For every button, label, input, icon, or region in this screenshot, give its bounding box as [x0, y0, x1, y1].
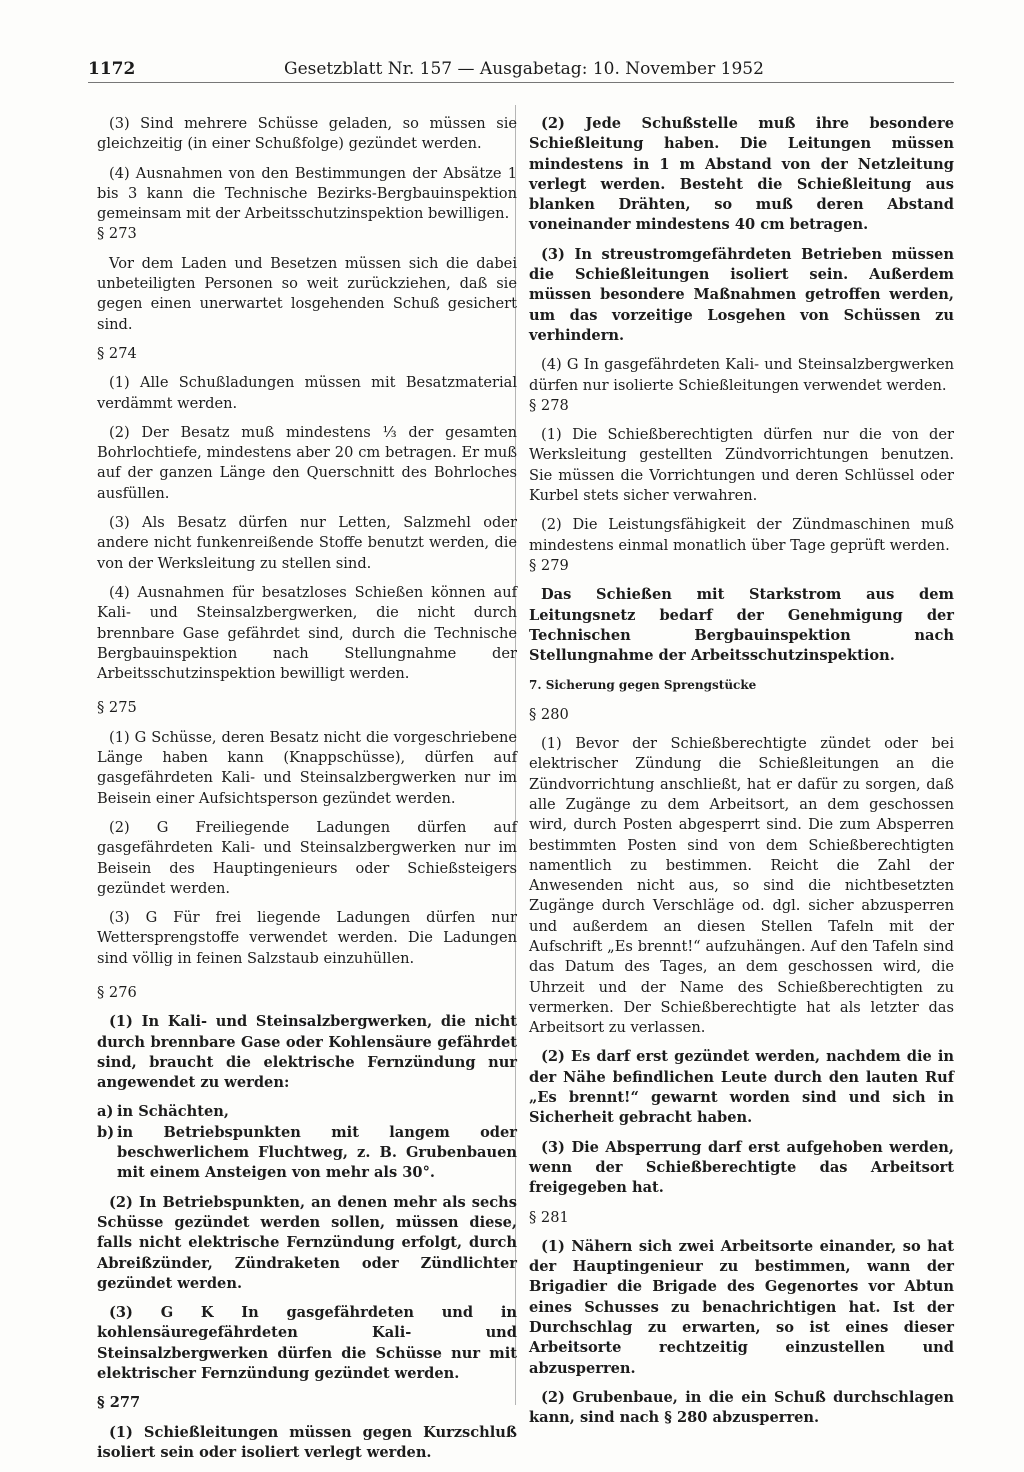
list-item [97, 1102, 517, 1122]
gazette-title: Gesetzblatt Nr. 157 — Ausgabetag: 10. November 1952 [284, 59, 764, 79]
paragraph: Das Schießen mit Starkstrom aus dem Leitungsnetz bedarf der Genehmigung der Technischen Bergbauinspektion nach Stellungnahme der Arbeitsschutzinspektion. [529, 586, 954, 665]
paragraph: (3) Sind mehrere Schüsse geladen, so müssen sie gleichzeitig (in einer Schußfolge) gezündet werden. [97, 115, 517, 153]
paragraph: (2) G Freiliegende Ladungen dürfen auf gasgefährdeten Kali- und Steinsalzbergwerken nur im Beisein des Hauptingenieurs oder Schießsteigers gezündet werden. [97, 818, 517, 897]
paragraph: (4) Ausnahmen für besatzloses Schießen können auf Kali- und Steinsalzbergwerken, die nicht durch brennbare Gase gefährdet sind, durch die Technische Bergbauinspektion nach Stellungnahme der Arbeitsschutzinspektion bewilligt werden. [97, 583, 517, 683]
paragraph: (1) G Schüsse, deren Besatz nicht die vorgeschriebene Länge haben kann (Knappschüsse), dürfen auf gasgefährdeten Kali- und Steinsalzbergwerken nur im Beisein einer Aufsichtsperson gezündet werden. [97, 728, 517, 807]
paragraph: (3) Als Besatz dürfen nur Letten, Salzmehl oder andere nicht funkenreißende Stoffe benutzt werden, die von der Werksleitung zu stellen sind. [97, 514, 517, 572]
paragraph: (4) Ausnahmen von den Bestimmungen der Absätze 1 bis 3 kann die Technische Bezirks-Bergbauinspektion gemeinsam mit der Arbeitsschutzinspektion bewilligen. [97, 164, 517, 223]
left-column [97, 114, 517, 1472]
paragraph: (1) In Kali- und Steinsalzbergwerken, die nicht durch brennbare Gase oder Kohlensäure gefährdet sind, braucht die elektrische Fernzündung nur angewendet zu werden: [97, 1013, 517, 1092]
paragraph: (3) Die Absperrung darf erst aufgehoben werden, wenn der Schießberechtigte das Arbeitsort freigegeben hat. [529, 1138, 954, 1197]
paragraph: (2) Der Besatz muß mindestens ⅓ der gesamten Bohrlochtiefe, mindestens aber 20 cm betragen. Er muß auf der ganzen Länge den Querschnitt des Bohrloches ausfüllen. [97, 423, 517, 502]
paragraph: (3) In streustromgefährdeten Betrieben müssen die Schießleitungen isoliert sein. Außerdem müssen besondere Maßnahmen getroffen werden, um das vorzeitige Losgehen von Schüssen zu verhindern. [529, 245, 954, 344]
list-text: in Betriebspunkten mit langem oder beschwerlichem Fluchtweg, z. B. Grubenbauen mit einem Ansteigen von mehr als 30°. [117, 1123, 517, 1182]
page-header [88, 58, 954, 83]
list-text: in Schächten, [117, 1103, 229, 1121]
section-heading-276: § 276 [97, 983, 137, 1001]
paragraph: (1) Alle Schußladungen müssen mit Besatzmaterial verdämmt werden. [97, 374, 517, 412]
section-heading-274: § 274 [97, 344, 137, 362]
chapter-subheading: 7. Sicherung gegen Sprengstücke [529, 678, 757, 693]
paragraph: (1) Schießleitungen müssen gegen Kurzschluß isoliert sein oder isoliert verlegt werden. [97, 1423, 517, 1461]
paragraph: (2) Grubenbaue, in die ein Schuß durchschlagen kann, sind nach § 280 abzusperren. [529, 1388, 954, 1427]
enumerated-list [97, 1102, 517, 1183]
section-heading-275: § 275 [97, 699, 137, 717]
section-heading-281: § 281 [529, 1208, 569, 1226]
paragraph: (1) Nähern sich zwei Arbeitsorte einander, so hat der Hauptingenieur zu bestimmen, wann der Brigadier die Brigade des Gegenortes vor Abtun eines Schusses zu benachrichtigen hat. Ist der Durchschlag zu erwarten, so ist eines dieser Arbeitsorte rechtzeitig einzustellen und abzusperren. [529, 1237, 954, 1377]
paragraph: (2) Jede Schußstelle muß ihre besondere Schießleitung haben. Die Leitungen müssen mindestens in 1 m Abstand von der Netzleitung verlegt werden. Besteht die Schießleitung aus blanken Drähten, so muß deren Abstand voneinander mindestens 40 cm betragen. [529, 115, 954, 234]
section-heading-280: § 280 [529, 705, 569, 723]
paragraph: (1) Bevor der Schießberechtigte zündet oder bei elektrischer Zündung die Schießleitungen an die Zündvorrichtung anschließt, hat er dafür zu sorgen, daß alle Zugänge zu dem Arbeitsort, an dem geschossen wird, durch Posten abgesperrt sind. Die zum Absperren bestimmten Posten sind von dem Schießberechtigten namentlich zu bestimmen. Reicht die Zahl der Anwesenden nicht aus, so sind die nichtbesetzten Zugänge durch Verschläge od. dgl. sicher abzusperren und außerdem an diesen Stellen Tafeln mit der Aufschrift „Es brennt!“ aufzuhängen. Auf den Tafeln sind das Datum des Tages, an dem geschossen wird, die Uhrzeit und der Name des Schießberechtigten zu vermerken. Der Schießberechtigte hat als letzter das Arbeitsort zu verlassen. [529, 735, 954, 1037]
list-marker: a) [97, 1103, 114, 1121]
paragraph: (2) Die Leistungsfähigkeit der Zündmaschinen muß mindestens einmal monatlich über Tage geprüft werden. [529, 516, 954, 554]
paragraph: (2) In Betriebspunkten, an denen mehr als sechs Schüsse gezündet werden sollen, müssen diese, falls nicht elektrische Fernzündung erfolgt, durch Abreißzünder, Zündraketen oder Zündlichter gezündet werden. [97, 1193, 517, 1292]
section-heading-277: § 277 [97, 1394, 141, 1412]
paragraph: Vor dem Laden und Besetzen müssen sich die dabei unbeteiligten Personen so weit zurückziehen, daß sie gegen einen unerwartet losgehenden Schuß gesichert sind. [97, 254, 517, 333]
page-number: 1172 [88, 59, 136, 79]
paragraph: (3) G Für frei liegende Ladungen dürfen nur Wettersprengstoffe verwendet werden. Die Ladungen sind völlig in feinen Salzstaub einzuhüllen. [97, 909, 517, 967]
paragraph: (3) G K In gasgefährdeten und in kohlensäuregefährdeten Kali- und Steinsalzbergwerken dürfen die Schüsse nur mit elektrischer Fernzündung gezündet werden. [97, 1304, 517, 1383]
list-marker: b) [97, 1123, 115, 1141]
section-heading-273: § 273 [97, 225, 137, 243]
paragraph: (2) Es darf erst gezündet werden, nachdem die in der Nähe befindlichen Leute durch den lauten Ruf „Es brennt!“ gewarnt worden sind und sich in Sicherheit gebracht haben. [529, 1048, 954, 1127]
paragraph: (4) G In gasgefährdeten Kali- und Steinsalzbergwerken dürfen nur isolierte Schießleitungen verwendet werden. [529, 356, 954, 394]
section-heading-279: § 279 [529, 556, 569, 574]
paragraph: (1) Die Schießberechtigten dürfen nur die von der Werksleitung gestellten Zündvorrichtungen benutzen. Sie müssen die Vorrichtungen und deren Schlüssel oder Kurbel stets sicher verwahren. [529, 426, 954, 505]
right-column [529, 114, 954, 1438]
section-heading-278: § 278 [529, 396, 569, 414]
list-item [97, 1123, 517, 1184]
